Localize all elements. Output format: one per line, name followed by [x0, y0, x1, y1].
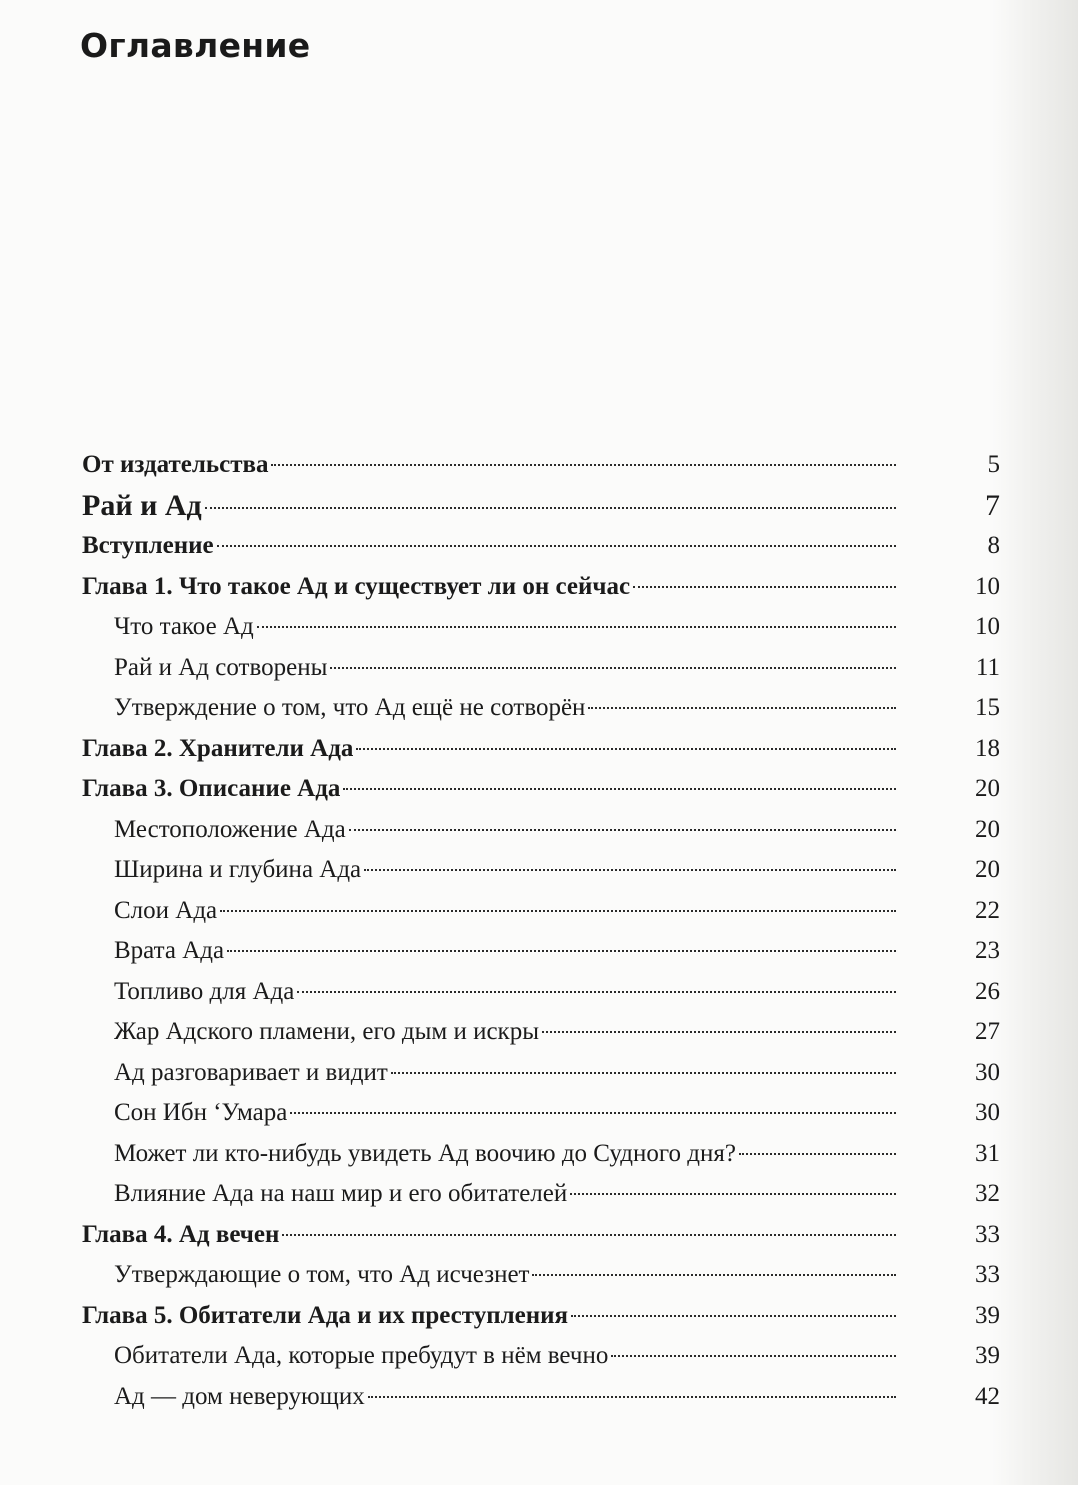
toc-entry-chapter: [82, 1215, 1000, 1256]
toc-entry-title: Сон Ибн ‘Умара: [114, 1099, 288, 1126]
toc-entry-title: Рай и Ад сотворены: [114, 653, 328, 681]
dot-leader: [611, 1355, 896, 1357]
dot-leader: [570, 1193, 896, 1195]
toc-entry-title: Глава 3. Описание Ада: [82, 775, 341, 802]
dot-leader: [368, 1396, 896, 1398]
toc-entry-section: [82, 688, 1000, 729]
toc-entry-title: Топливо для Ада: [114, 977, 295, 1005]
dot-leader: [532, 1274, 896, 1276]
toc-entry-page-number: 33: [975, 1261, 1000, 1288]
dot-leader: [588, 707, 896, 709]
toc-entry-page-number: 31: [975, 1139, 1000, 1167]
dot-leader: [205, 507, 896, 509]
toc-entry-page-number: 27: [975, 1018, 1000, 1045]
toc-entry-chapter: [82, 567, 1000, 608]
dot-leader: [330, 667, 896, 669]
toc-entry-page-number: 20: [975, 775, 1000, 802]
toc-entry-page-number: 22: [975, 896, 1000, 924]
toc-entry-section: [82, 931, 1000, 972]
dot-leader: [217, 545, 896, 547]
toc-entry-section: [82, 1377, 1000, 1418]
toc-entry-title: Влияние Ада на наш мир и его обитателей: [114, 1180, 568, 1207]
toc-entry-title: Обитатели Ада, которые пребудут в нём вечно: [114, 1342, 609, 1369]
dot-leader: [227, 950, 896, 952]
toc-entry-page-number: 39: [975, 1342, 1000, 1369]
toc-entry-section: [82, 972, 1000, 1013]
dot-leader: [257, 626, 896, 628]
toc-entry-title: Рай и Ад: [82, 488, 202, 522]
dot-leader: [271, 464, 896, 466]
toc-entry-page-number: 18: [975, 734, 1000, 762]
toc-entry-section: [82, 1053, 1000, 1094]
toc-entry-section: [82, 1093, 1000, 1134]
toc-entry-title: Глава 4. Ад вечен: [82, 1220, 280, 1248]
toc-entry-title: Местоположение Ада: [114, 815, 346, 843]
toc-entry-page-number: 7: [985, 488, 1000, 522]
toc-entry-section: [82, 891, 1000, 932]
dot-leader: [349, 829, 896, 831]
dot-leader: [282, 1234, 896, 1236]
toc-entry-title: Глава 2. Хранители Ада: [82, 734, 354, 762]
toc-entry-page-number: 8: [987, 532, 1000, 559]
toc-entry-title: Ад разговаривает и видит: [114, 1058, 388, 1086]
toc-entry-page-number: 10: [975, 613, 1000, 640]
toc-entry-title: Ад — дом неверующих: [114, 1382, 365, 1410]
dot-leader: [391, 1072, 896, 1074]
toc-entry-page-number: 30: [975, 1099, 1000, 1126]
toc-entry-chapter: [82, 486, 1000, 527]
dot-leader: [542, 1031, 896, 1033]
toc-entry-section: [82, 648, 1000, 689]
toc-entry-section: [82, 1012, 1000, 1053]
toc-entry-page-number: 30: [975, 1058, 1000, 1086]
toc-entry-page-number: 39: [975, 1301, 1000, 1329]
toc-entry-title: Может ли кто-нибудь увидеть Ад воочию до Судного дня?: [114, 1139, 736, 1167]
dot-leader: [356, 748, 896, 750]
toc-entry-section: [82, 1255, 1000, 1296]
toc-entry-page-number: 20: [975, 856, 1000, 883]
toc-entry-section: [82, 810, 1000, 851]
toc-entry-page-number: 5: [987, 451, 1000, 478]
toc-entry-section: [82, 1134, 1000, 1175]
toc-entry-title: Глава 5. Обитатели Ада и их преступления: [82, 1301, 569, 1329]
toc-entry-page-number: 23: [975, 937, 1000, 964]
toc-entry-title: Утверждающие о том, что Ад исчезнет: [114, 1261, 530, 1288]
toc-entry-chapter: [82, 526, 1000, 567]
dot-leader: [364, 869, 896, 871]
toc-entry-section: [82, 1174, 1000, 1215]
toc-entry-page-number: 42: [975, 1382, 1000, 1410]
toc-entry-title: От издательства: [82, 451, 269, 478]
toc-entry-page-number: 11: [975, 653, 1000, 681]
toc-entry-section: [82, 607, 1000, 648]
dot-leader: [739, 1153, 896, 1155]
dot-leader: [343, 788, 896, 790]
page-title: Оглавление: [80, 26, 311, 65]
toc-entry-title: Врата Ада: [114, 937, 225, 964]
toc-entry-title: Утверждение о том, что Ад ещё не сотворён: [114, 694, 586, 721]
dot-leader: [633, 586, 896, 588]
toc-entry-title: Слои Ада: [114, 896, 218, 924]
toc-entry-title: Ширина и глубина Ада: [114, 856, 362, 883]
toc-entry-page-number: 10: [975, 572, 1000, 600]
toc-entry-title: Вступление: [82, 532, 214, 559]
toc-entry-chapter: [82, 769, 1000, 810]
dot-leader: [220, 910, 896, 912]
toc-entry-chapter: [82, 1296, 1000, 1337]
toc-entry-page-number: 20: [975, 815, 1000, 843]
toc-entry-section: [82, 850, 1000, 891]
dot-leader: [571, 1315, 896, 1317]
toc-entry-page-number: 26: [975, 977, 1000, 1005]
dot-leader: [290, 1112, 896, 1114]
dot-leader: [297, 991, 896, 993]
toc-entry-chapter: [82, 729, 1000, 770]
table-of-contents: [82, 445, 1000, 1417]
toc-entry-title: Глава 1. Что такое Ад и существует ли он сейчас: [82, 572, 631, 600]
toc-entry-section: [82, 1336, 1000, 1377]
toc-entry-title: Жар Адского пламени, его дым и искры: [114, 1018, 539, 1045]
toc-entry-title: Что такое Ад: [114, 613, 254, 640]
toc-entry-chapter: [82, 445, 1000, 486]
toc-entry-page-number: 33: [975, 1220, 1000, 1248]
toc-entry-page-number: 15: [975, 694, 1000, 721]
toc-entry-page-number: 32: [975, 1180, 1000, 1207]
